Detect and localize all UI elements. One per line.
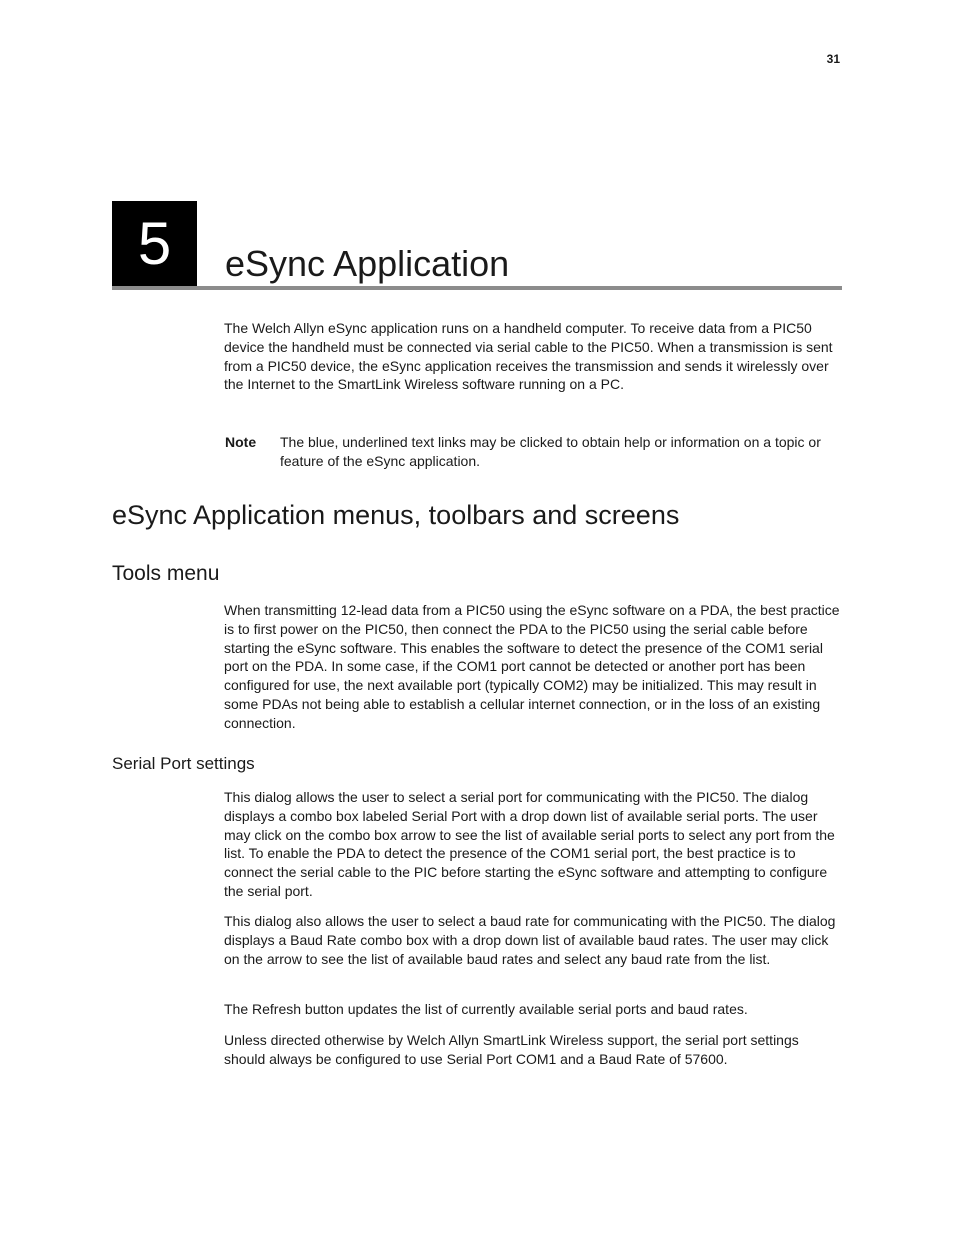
tools-menu-paragraph: When transmitting 12-lead data from a PIC50 using the eSync software on a PDA, the best practice is to first power on the PIC50, then connect the PDA to the PIC50 using the serial cable before starting the eSync software. This enables the software to detect the presence of the COM1 serial port on the PDA. In some case, if the COM1 port cannot be detected or another port has been configured for use, the next available port (typically COM2) may be initialized. This may result in some PDAs not being able to establish a cellular internet connection, or in the loss of an existing connection. [224, 602, 840, 731]
page-number: 31 [826, 52, 840, 66]
serial-port-heading: Serial Port settings [112, 754, 255, 773]
note-text: The blue, underlined text links may be clicked to obtain help or information on a topic or feature of the eSync application. [280, 434, 821, 469]
serial-port-paragraph-3: The Refresh button updates the list of currently available serial ports and baud rates. [224, 1001, 748, 1017]
note-label: Note [225, 434, 257, 450]
chapter-title: eSync Application [225, 243, 510, 284]
serial-port-paragraph-4: Unless directed otherwise by Welch Allyn SmartLink Wireless support, the serial port settings should always be configured to use Serial Port COM1 and a Baud Rate of 57600. [224, 1032, 799, 1067]
chapter-title-rule [112, 286, 842, 290]
serial-port-paragraph-1: This dialog allows the user to select a serial port for communicating with the PIC50. The dialog displays a combo box labeled Serial Port with a drop down list of available serial ports. The user may click on the combo box arrow to see the list of available serial ports to select any port from the list. To enable the PDA to detect the presence of the COM1 serial port, the best practice is to connect the serial cable to the PIC before starting the eSync software and attempting to configure the serial port. [224, 789, 835, 899]
tools-menu-heading: Tools menu [112, 562, 220, 585]
serial-port-paragraph-2: This dialog also allows the user to select a baud rate for communicating with the PIC50. The dialog displays a Baud Rate combo box with a drop down list of available baud rates. The user may click on the arrow to see the list of available baud rates and select any baud rate from the list. [224, 913, 836, 967]
section-heading: eSync Application menus, toolbars and screens [112, 500, 680, 530]
intro-paragraph: The Welch Allyn eSync application runs on a handheld computer. To receive data from a PIC50 device the handheld must be connected via serial cable to the PIC50. When a transmission is sent from a PIC50 device, the eSync application receives the transmission and sends it wirelessly over the Internet to the SmartLink Wireless software running on a PC. [224, 320, 833, 393]
chapter-number-box: 5 [112, 201, 197, 286]
